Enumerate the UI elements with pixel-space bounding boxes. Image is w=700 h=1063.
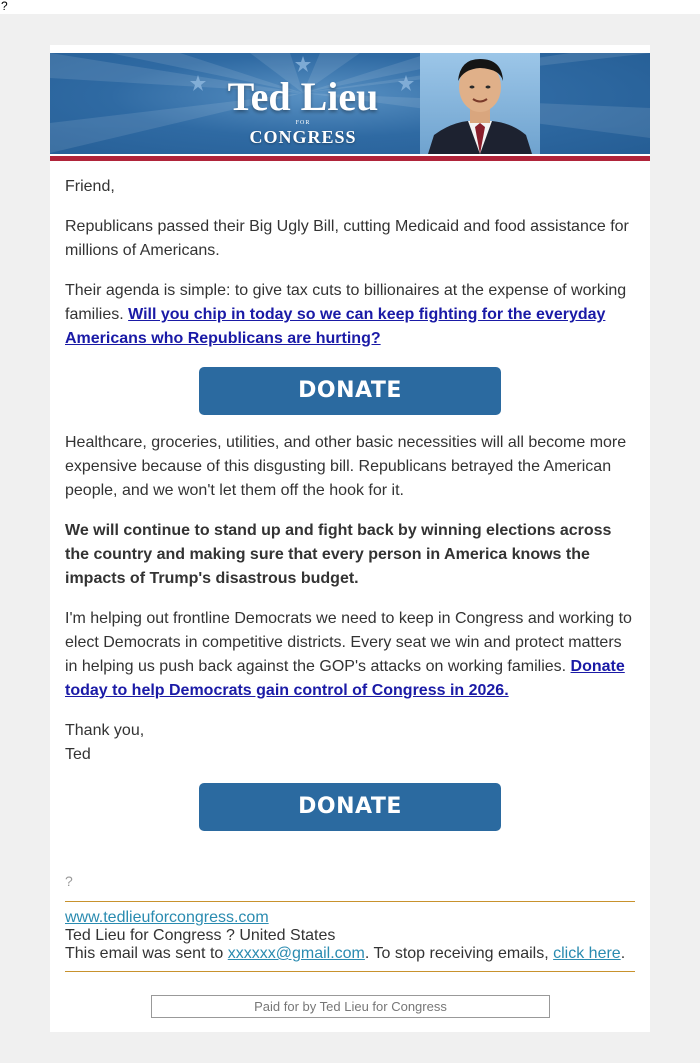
greeting: Friend,	[65, 178, 115, 195]
donate-congress-link[interactable]: Donate today to help Democrats gain control of Congress in 2026.	[65, 658, 625, 699]
paragraph-2-text: Their agenda is simple: to give tax cuts to billionaires at the expense of working families.	[65, 282, 627, 323]
email-address-link[interactable]: xxxxxx@gmail.com	[227, 945, 365, 962]
footer-qmark: ?	[65, 873, 73, 889]
sent-prefix: This email was sent to	[65, 945, 228, 962]
header-banner	[50, 53, 650, 161]
top-bar	[0, 0, 700, 14]
sent-middle: . To stop receiving emails,	[364, 945, 554, 962]
paragraph-5	[65, 607, 635, 703]
email-body	[65, 175, 635, 893]
paragraph-5-text: I'm helping out frontline Democrats we need to keep in Congress and working to elect Democrats in competitive districts. Every seat we win and protect matters in helping us push back against the GOP's attacks on working families.	[65, 610, 632, 675]
website-link[interactable]: www.tedlieuforcongress.com	[65, 909, 269, 926]
logo-congress: CONGRESS	[249, 127, 357, 147]
top-bar-char: ?	[1, 0, 8, 13]
paragraph-1: Republicans passed their Big Ugly Bill, cutting Medicaid and food assistance for millions of Americans.	[65, 218, 629, 259]
paid-for-disclaimer: Paid for by Ted Lieu for Congress	[151, 995, 550, 1018]
sent-suffix: .	[620, 945, 626, 962]
paragraph-2	[65, 279, 635, 351]
org-line: Ted Lieu for Congress ? United States	[65, 927, 336, 944]
paragraph-4-bold: We will continue to stand up and fight back by winning elections across the country and making sure that every person in America knows the impacts of Trump's disastrous budget.	[65, 522, 612, 587]
footer	[65, 901, 635, 972]
donate-button[interactable]: DONATE	[199, 367, 501, 415]
donate-button-2[interactable]: DONATE	[199, 783, 501, 831]
chip-in-link[interactable]: Will you chip in today so we can keep fighting for the everyday Americans who Republicans are hurting?	[65, 306, 606, 347]
star-icon	[295, 56, 311, 72]
signoff-block	[65, 719, 635, 767]
paragraph-3: Healthcare, groceries, utilities, and other basic necessities will all become more expensive because of this disgusting bill. Republicans betrayed the American people, and we won't let them off the hook for it.	[65, 434, 627, 499]
signoff: Thank you,	[65, 722, 145, 739]
candidate-portrait	[420, 53, 540, 154]
banner-stripe-red	[50, 156, 650, 161]
logo-name: Ted Lieu	[227, 74, 379, 119]
email-card	[50, 45, 650, 1032]
unsubscribe-link[interactable]: click here	[553, 945, 621, 962]
logo-for: FOR	[295, 120, 311, 126]
signature: Ted	[65, 746, 91, 763]
